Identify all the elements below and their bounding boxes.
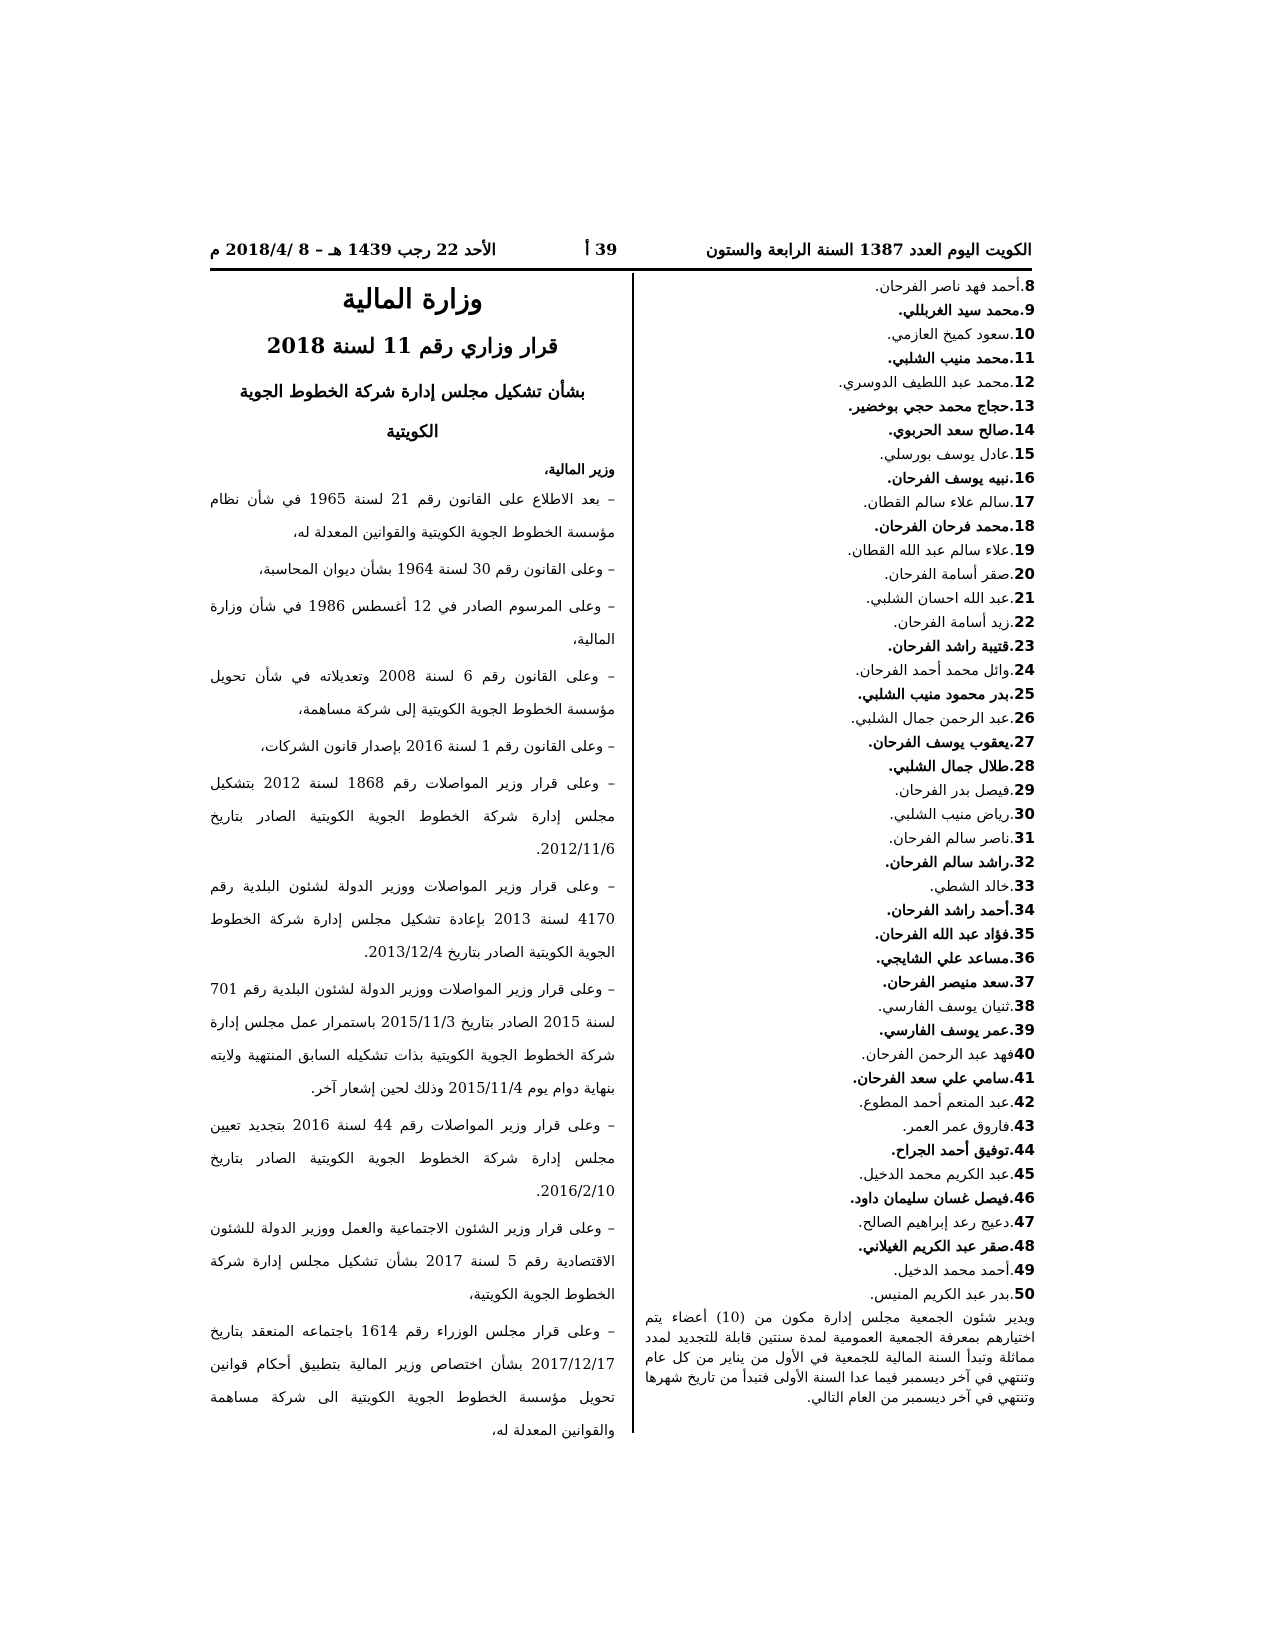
member-number: 28 <box>1014 757 1035 775</box>
member-number: 16 <box>1014 469 1035 487</box>
member-item <box>645 274 1035 298</box>
member-number: 49 <box>1014 1261 1035 1279</box>
member-name: .سالم علاء سالم القطان. <box>862 495 1015 511</box>
member-number: 40 <box>1014 1045 1035 1063</box>
member-item <box>645 970 1035 994</box>
member-item <box>645 1162 1035 1186</box>
member-name: .مساعد علي الشايجي. <box>875 950 1015 967</box>
member-name: .محمد عبد اللطيف الدوسري. <box>838 375 1015 391</box>
member-number: 8 <box>1024 277 1035 295</box>
member-number: 42 <box>1014 1093 1035 1111</box>
member-item <box>645 298 1035 322</box>
member-number: 45 <box>1014 1165 1035 1183</box>
member-item <box>645 466 1035 490</box>
member-name: .فاروق عمر العمر. <box>902 1119 1015 1135</box>
member-item <box>645 586 1035 610</box>
member-name: .أحمد راشد الفرحان. <box>886 902 1015 919</box>
member-number: 15 <box>1014 445 1035 463</box>
member-number: 23 <box>1014 637 1035 655</box>
minister-heading: وزير المالية، <box>543 462 615 478</box>
member-item <box>645 562 1035 586</box>
member-item <box>645 1258 1035 1282</box>
member-number: 10 <box>1014 325 1035 343</box>
decision-clause: – وعلى قرار وزير المواصلات رقم 1868 لسنة 2012 بتشكيل مجلس إدارة شركة الخطوط الجوية الكويتية الصادر بتاريخ 2012/11/6. <box>210 776 615 858</box>
member-name: .راشد سالم الفرحان. <box>884 854 1015 871</box>
decision-clause: – وعلى المرسوم الصادر في 12 أغسطس 1986 في شأن وزارة المالية، <box>210 599 616 648</box>
member-item <box>645 610 1035 634</box>
member-number: 9 <box>1024 301 1035 319</box>
member-item <box>645 730 1035 754</box>
member-item <box>645 1042 1035 1066</box>
member-name: .توفيق أحمد الجراح. <box>890 1142 1015 1159</box>
member-number: 35 <box>1014 925 1035 943</box>
decision-title: قرار وزاري رقم 11 لسنة 2018 <box>266 333 559 358</box>
member-item <box>645 1210 1035 1234</box>
member-number: 29 <box>1014 781 1035 799</box>
member-name: .عادل يوسف بورسلي. <box>879 447 1015 463</box>
member-item <box>645 1018 1035 1042</box>
header-rule <box>210 268 1032 271</box>
member-item <box>645 802 1035 826</box>
member-name: .وائل محمد أحمد الفرحان. <box>855 663 1015 679</box>
member-item <box>645 922 1035 946</box>
decision-clause: – وعلى قرار مجلس الوزراء رقم 1614 باجتماعه المنعقد بتاريخ 2017/12/17 بشأن اختصاص وزير المالية بتطبيق أحكام قوانين تحويل مؤسسة الخطوط الجوية الكويتية الى شركة مساهمة والقوانين المعدلة له، <box>210 1324 615 1439</box>
member-item <box>645 514 1035 538</box>
member-name: .فيصل بدر الفرحان. <box>894 783 1015 799</box>
member-number: 24 <box>1014 661 1035 679</box>
member-number: 12 <box>1014 373 1035 391</box>
member-name: .سعد منيصر الفرحان. <box>882 974 1015 991</box>
member-item <box>645 490 1035 514</box>
member-name: .بدر محمود منيب الشلبي. <box>857 686 1015 703</box>
member-item <box>645 1066 1035 1090</box>
member-name: .يعقوب يوسف الفرحان. <box>867 734 1015 751</box>
member-item <box>645 706 1035 730</box>
member-number: 17 <box>1014 493 1035 511</box>
member-name: .عمر يوسف الفارسي. <box>878 1022 1015 1039</box>
member-item <box>645 1234 1035 1258</box>
member-item <box>645 850 1035 874</box>
page-number: 39 أ <box>585 240 618 259</box>
member-number: 36 <box>1014 949 1035 967</box>
member-number: 43 <box>1014 1117 1035 1135</box>
member-number: 18 <box>1014 517 1035 535</box>
decision-clause: – وعلى قرار وزير الشئون الاجتماعية والعمل ووزير الدولة للشئون الاقتصادية رقم 5 لسنة 2017 بشأن تشكيل مجلس إدارة شركة الخطوط الجوية الكويتية، <box>210 1221 615 1303</box>
member-number: 31 <box>1014 829 1035 847</box>
member-number: 37 <box>1014 973 1035 991</box>
member-name: .عبد المنعم أحمد المطوع. <box>858 1095 1015 1111</box>
member-number: 39 <box>1014 1021 1035 1039</box>
member-item <box>645 1114 1035 1138</box>
member-list <box>645 274 1035 1306</box>
member-number: 47 <box>1014 1213 1035 1231</box>
member-number: 44 <box>1014 1141 1035 1159</box>
member-item <box>645 442 1035 466</box>
decision-clause: – وعلى القانون رقم 30 لسنة 1964 بشأن ديوان المحاسبة، <box>258 562 615 578</box>
member-name: .عبد الرحمن جمال الشلبي. <box>850 711 1015 727</box>
member-item <box>645 1138 1035 1162</box>
member-name: .علاء سالم عبد الله القطان. <box>847 543 1015 559</box>
member-number: 25 <box>1014 685 1035 703</box>
member-name: .عبد الكريم محمد الدخيل. <box>858 1167 1015 1183</box>
member-item <box>645 418 1035 442</box>
decision-column <box>210 274 615 1452</box>
subject-line-1: بشأن تشكيل مجلس إدارة شركة الخطوط الجوية <box>239 382 586 402</box>
member-name: .فيصل غسان سليمان داود. <box>849 1190 1015 1207</box>
member-item <box>645 322 1035 346</box>
member-item <box>645 634 1035 658</box>
member-number: 33 <box>1014 877 1035 895</box>
member-item <box>645 658 1035 682</box>
member-number: 50 <box>1014 1285 1035 1303</box>
member-item <box>645 1282 1035 1306</box>
decision-clause: – بعد الاطلاع على القانون رقم 21 لسنة 1965 في شأن نظام مؤسسة الخطوط الجوية الكويتية والقوانين المعدلة له، <box>210 492 616 541</box>
member-number: 19 <box>1014 541 1035 559</box>
issue-date: الأحد 22 رجب 1439 هـ – 8 /2018/4 م <box>210 240 497 259</box>
member-number: 30 <box>1014 805 1035 823</box>
decision-clause: – وعلى قرار وزير المواصلات ووزير الدولة لشئون البلدية رقم 4170 لسنة 2013 بإعادة تشكيل مجلس إدارة شركة الخطوط الجوية الكويتية الصادر بتاريخ 2013/12/4. <box>210 879 615 961</box>
member-item <box>645 538 1035 562</box>
member-item <box>645 370 1035 394</box>
member-number: 20 <box>1014 565 1035 583</box>
member-name: .طلال جمال الشلبي. <box>888 758 1015 775</box>
member-name: .حجاج محمد حجي بوخضير. <box>847 398 1015 415</box>
member-name: .صقر عبد الكريم الغيلاني. <box>857 1238 1015 1255</box>
member-number: 46 <box>1014 1189 1035 1207</box>
decision-subject <box>210 372 615 452</box>
member-name: .سامي علي سعد الفرحان. <box>852 1070 1015 1087</box>
member-name: .فؤاد عبد الله الفرحان. <box>874 926 1015 943</box>
clause-list <box>210 484 615 1448</box>
member-item <box>645 346 1035 370</box>
page-header <box>210 240 1032 266</box>
member-name: .سعود كميخ العازمي. <box>886 327 1015 343</box>
member-name: .عبد الله احسان الشلبي. <box>865 591 1015 607</box>
member-name: .بدر عبد الكريم المنيس. <box>869 1287 1015 1303</box>
member-number: 38 <box>1014 997 1035 1015</box>
decision-clause: – وعلى قرار وزير المواصلات رقم 44 لسنة 2016 بتجديد تعيين مجلس إدارة شركة الخطوط الجوية الكويتية الصادر بتاريخ 2016/2/10. <box>210 1118 615 1200</box>
member-item <box>645 778 1035 802</box>
member-name: .صقر أسامة الفرحان. <box>884 567 1015 583</box>
closing-paragraph: ويدير شئون الجمعية مجلس إدارة مكون من (10) أعضاء يتم اختيارهم بمعرفة الجمعية العمومية لمدة سنتين قابلة للتجديد لمدد مماثلة وتبدأ السنة المالية للجمعية في الأول من يناير من كل عام وتنتهي في آخر ديسمبر فيما عدا السنة الأولى فتبدأ من تاريخ شهرها وتنتهي في آخر ديسمبر من العام التالي. <box>645 1310 1035 1406</box>
member-name: .قتيبة راشد الفرحان. <box>887 638 1015 655</box>
member-number: 26 <box>1014 709 1035 727</box>
member-item <box>645 394 1035 418</box>
member-name: .صالح سعد الحربوي. <box>887 422 1015 439</box>
member-number: 14 <box>1014 421 1035 439</box>
subject-line-2: الكويتية <box>386 422 439 442</box>
issue-info: الكويت اليوم العدد 1387 السنة الرابعة والستون <box>706 240 1032 259</box>
member-item <box>645 826 1035 850</box>
member-number: 48 <box>1014 1237 1035 1255</box>
member-name: .ناصر سالم الفرحان. <box>888 831 1015 847</box>
member-number: 11 <box>1014 349 1035 367</box>
member-name: .أحمد محمد الدخيل. <box>893 1263 1015 1279</box>
member-item <box>645 994 1035 1018</box>
member-number: 13 <box>1014 397 1035 415</box>
member-name: .محمد فرحان الفرحان. <box>874 518 1015 535</box>
decision-clause: – وعلى القانون رقم 6 لسنة 2008 وتعديلاته في شأن تحويل مؤسسة الخطوط الجوية الكويتية إلى شركة مساهمة، <box>210 669 615 718</box>
member-item <box>645 682 1035 706</box>
member-item <box>645 874 1035 898</box>
member-item <box>645 946 1035 970</box>
member-number: 41 <box>1014 1069 1035 1087</box>
member-item <box>645 1090 1035 1114</box>
ministry-title: وزارة المالية <box>342 284 483 315</box>
member-name: .دعيج رعد إبراهيم الصالح. <box>857 1215 1015 1231</box>
member-number: 27 <box>1014 733 1035 751</box>
member-name: فهد عبد الرحمن الفرحان. <box>861 1047 1015 1063</box>
member-number: 22 <box>1014 613 1035 631</box>
member-name: .رياض منيب الشلبي. <box>889 807 1015 823</box>
member-name: .محمد منيب الشلبي. <box>887 350 1015 367</box>
member-number: 34 <box>1014 901 1035 919</box>
member-item <box>645 898 1035 922</box>
member-name: .أحمد فهد ناصر الفرحان. <box>874 279 1025 295</box>
members-column <box>645 274 1035 1408</box>
decision-clause: – وعلى القانون رقم 1 لسنة 2016 بإصدار قانون الشركات، <box>260 739 615 755</box>
column-divider <box>632 273 634 1433</box>
member-name: .محمد سيد الغربللي. <box>897 302 1025 319</box>
member-number: 32 <box>1014 853 1035 871</box>
member-name: .خالد الشطي. <box>929 879 1015 895</box>
member-item <box>645 1186 1035 1210</box>
member-item <box>645 754 1035 778</box>
member-name: .زيد أسامة الفرحان. <box>893 615 1015 631</box>
member-name: .نبيه يوسف الفرحان. <box>886 470 1015 487</box>
member-name: .ثنيان يوسف الفارسي. <box>877 999 1015 1015</box>
member-number: 21 <box>1014 589 1035 607</box>
decision-clause: – وعلى قرار وزير المواصلات ووزير الدولة لشئون البلدية رقم 701 لسنة 2015 الصادر بتاريخ 2015/11/3 باستمرار عمل مجلس إدارة شركة الخطوط الجوية الكويتية بذات تشكيله السابق المنتهية ولايته بنهاية دوام يوم 2015/11/4 وذلك لحين إشعار آخر. <box>210 982 615 1097</box>
